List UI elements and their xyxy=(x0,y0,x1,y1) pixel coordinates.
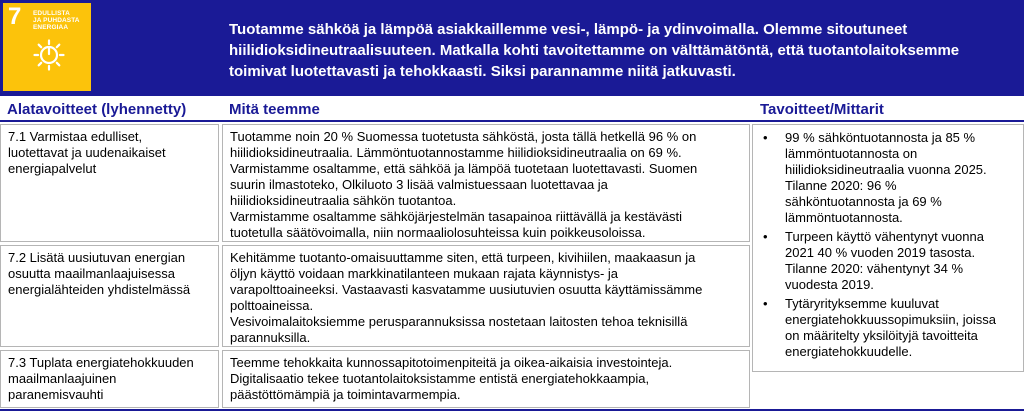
subgoal-cell-7-3 xyxy=(0,350,219,408)
intro-line: Tuotamme sähköä ja lämpöä asiakkaillemme vesi-, lämpö- ja ydinvoimalla. Olemme sitoutuneet xyxy=(229,21,908,38)
action-line: Digitalisaatio tekee tuotantolaitoksistamme entistä energiatehokkaampia, xyxy=(230,371,650,386)
subgoal-line: maailmanlaajuinen xyxy=(8,371,117,386)
target-item xyxy=(753,130,1023,226)
target-line: on määritelty yksilöityjä tavoitteita xyxy=(785,328,978,343)
sdg-title xyxy=(33,10,89,31)
action-cell-7-2 xyxy=(222,245,750,347)
sdg-number: 7 xyxy=(8,3,22,30)
intro-text xyxy=(229,19,1009,82)
target-line: Tilanne 2020: vähentynyt 34 % xyxy=(785,261,964,276)
subgoal-line: 7.1 Varmistaa edulliset, xyxy=(8,129,143,144)
target-line: 2021 40 % vuoden 2019 tasosta. xyxy=(785,245,976,260)
column-header-targets: Tavoitteet/Mittarit xyxy=(760,101,884,118)
action-line: päästöttömämpiä ja toimintavarmempia. xyxy=(230,387,461,402)
sdg-title-line: EDULLISTA xyxy=(33,10,70,17)
targets-list xyxy=(753,130,1023,363)
target-line: energiatehokkuussopimuksiin, joissa xyxy=(785,312,997,327)
target-line: hiilidioksidineutraalia vuonna 2025. xyxy=(785,162,987,177)
target-line: energiatehokkuudelle. xyxy=(785,344,913,359)
action-cell-7-3 xyxy=(222,350,750,408)
sdg-goal-7-tile xyxy=(3,3,91,91)
subgoal-cell-7-2 xyxy=(0,245,219,347)
subgoal-line: 7.2 Lisätä uusiutuvan energian xyxy=(8,250,186,265)
target-line: vuodesta 2019. xyxy=(785,277,874,292)
action-line: parannuksilla. xyxy=(230,330,311,345)
target-line: Turpeen käyttö vähentynyt vuonna xyxy=(785,229,984,244)
subgoal-line: 7.3 Tuplata energiatehokkuuden xyxy=(8,355,194,370)
action-line: suurin ilmastoteko, Olkiluoto 3 lisää valmistuessaan luotettavaa ja xyxy=(230,177,608,192)
action-line: Kehitämme tuotanto-omaisuuttamme siten, että turpeen, kivihiilen, maakaasun ja xyxy=(230,250,696,265)
action-line: hiilidioksidineutraalia sähkön tuotantoa. xyxy=(230,193,457,208)
sun-power-icon xyxy=(33,39,65,71)
target-line: sähköntuotannosta ja 69 % xyxy=(785,194,942,209)
target-line: lämmöntuotannosta on xyxy=(785,146,918,161)
action-line: öljyn käyttö voidaan markkinatilanteen mukaan rajata käynnistys- ja xyxy=(230,266,619,281)
target-line: lämmöntuotannosta. xyxy=(785,210,903,225)
action-line: hiilidioksidineutraalia. Lämmöntuotannostamme hiilidioksidineutraalia on 69 %. xyxy=(230,145,682,160)
column-header-actions: Mitä teemme xyxy=(229,101,320,118)
bullet-icon: • xyxy=(763,130,768,145)
target-line: 99 % sähköntuotannosta ja 85 % xyxy=(785,130,976,145)
action-line: tuotetulla säätövoimalla, niin normaaliolosuhteissa kuin poikkeusoloissa. xyxy=(230,225,646,240)
action-line: polttoaineissa. xyxy=(230,298,314,313)
bullet-icon: • xyxy=(763,229,768,244)
subgoal-line: energialähteiden yhdistelmässä xyxy=(8,282,191,297)
action-line: Varmistamme osaltamme, että sähköä ja lämpöä tuotetaan luotettavasti. Suomen xyxy=(230,161,698,176)
target-item xyxy=(753,296,1023,360)
header-band xyxy=(0,0,1024,96)
intro-line: hiilidioksidineutraalisuuteen. Matkalla kohti tavoitettamme on välttämätöntä, että tuotantolaitoksemme xyxy=(229,42,960,59)
header-divider xyxy=(0,120,1024,122)
bullet-icon: • xyxy=(763,296,768,311)
action-line: varapolttoaineeksi. Vastaavasti kasvatamme uusiutuvien osuutta käyttämissämme xyxy=(230,282,703,297)
target-item xyxy=(753,229,1023,293)
target-line: Tilanne 2020: 96 % xyxy=(785,178,897,193)
action-line: Vesivoimalaitoksiemme perusparannuksissa nostetaan laitosten tehoa teknisillä xyxy=(230,314,688,329)
action-cell-7-1 xyxy=(222,124,750,242)
action-line: Varmistamme osaltamme sähköjärjestelmän tasapainoa riittävällä ja kestävästi xyxy=(230,209,683,224)
action-line: Tuotamme noin 20 % Suomessa tuotetusta sähköstä, josta tällä hetkellä 96 % on xyxy=(230,129,697,144)
target-line: Tytäryrityksemme kuuluvat xyxy=(785,296,939,311)
intro-line: toimivat luotettavasti ja tehokkaasti. Siksi parannamme niitä jatkuvasti. xyxy=(229,63,736,80)
sdg-title-line: ENERGIAA xyxy=(33,24,69,31)
subgoal-line: luotettavat ja uudenaikaiset xyxy=(8,145,166,160)
sdg-title-line: JA PUHDASTA xyxy=(33,17,80,24)
action-line: Teemme tehokkaita kunnossapitotoimenpiteitä ja oikea-aikaisia investointeja. xyxy=(230,355,673,370)
bottom-divider xyxy=(0,409,1024,411)
targets-cell xyxy=(752,124,1024,372)
subgoal-line: paranemisvauhti xyxy=(8,387,104,402)
subgoal-cell-7-1 xyxy=(0,124,219,242)
column-header-subgoals: Alatavoitteet (lyhennetty) xyxy=(7,101,187,118)
subgoal-line: energiapalvelut xyxy=(8,161,97,176)
subgoal-line: osuutta maailmanlaajuisessa xyxy=(8,266,175,281)
